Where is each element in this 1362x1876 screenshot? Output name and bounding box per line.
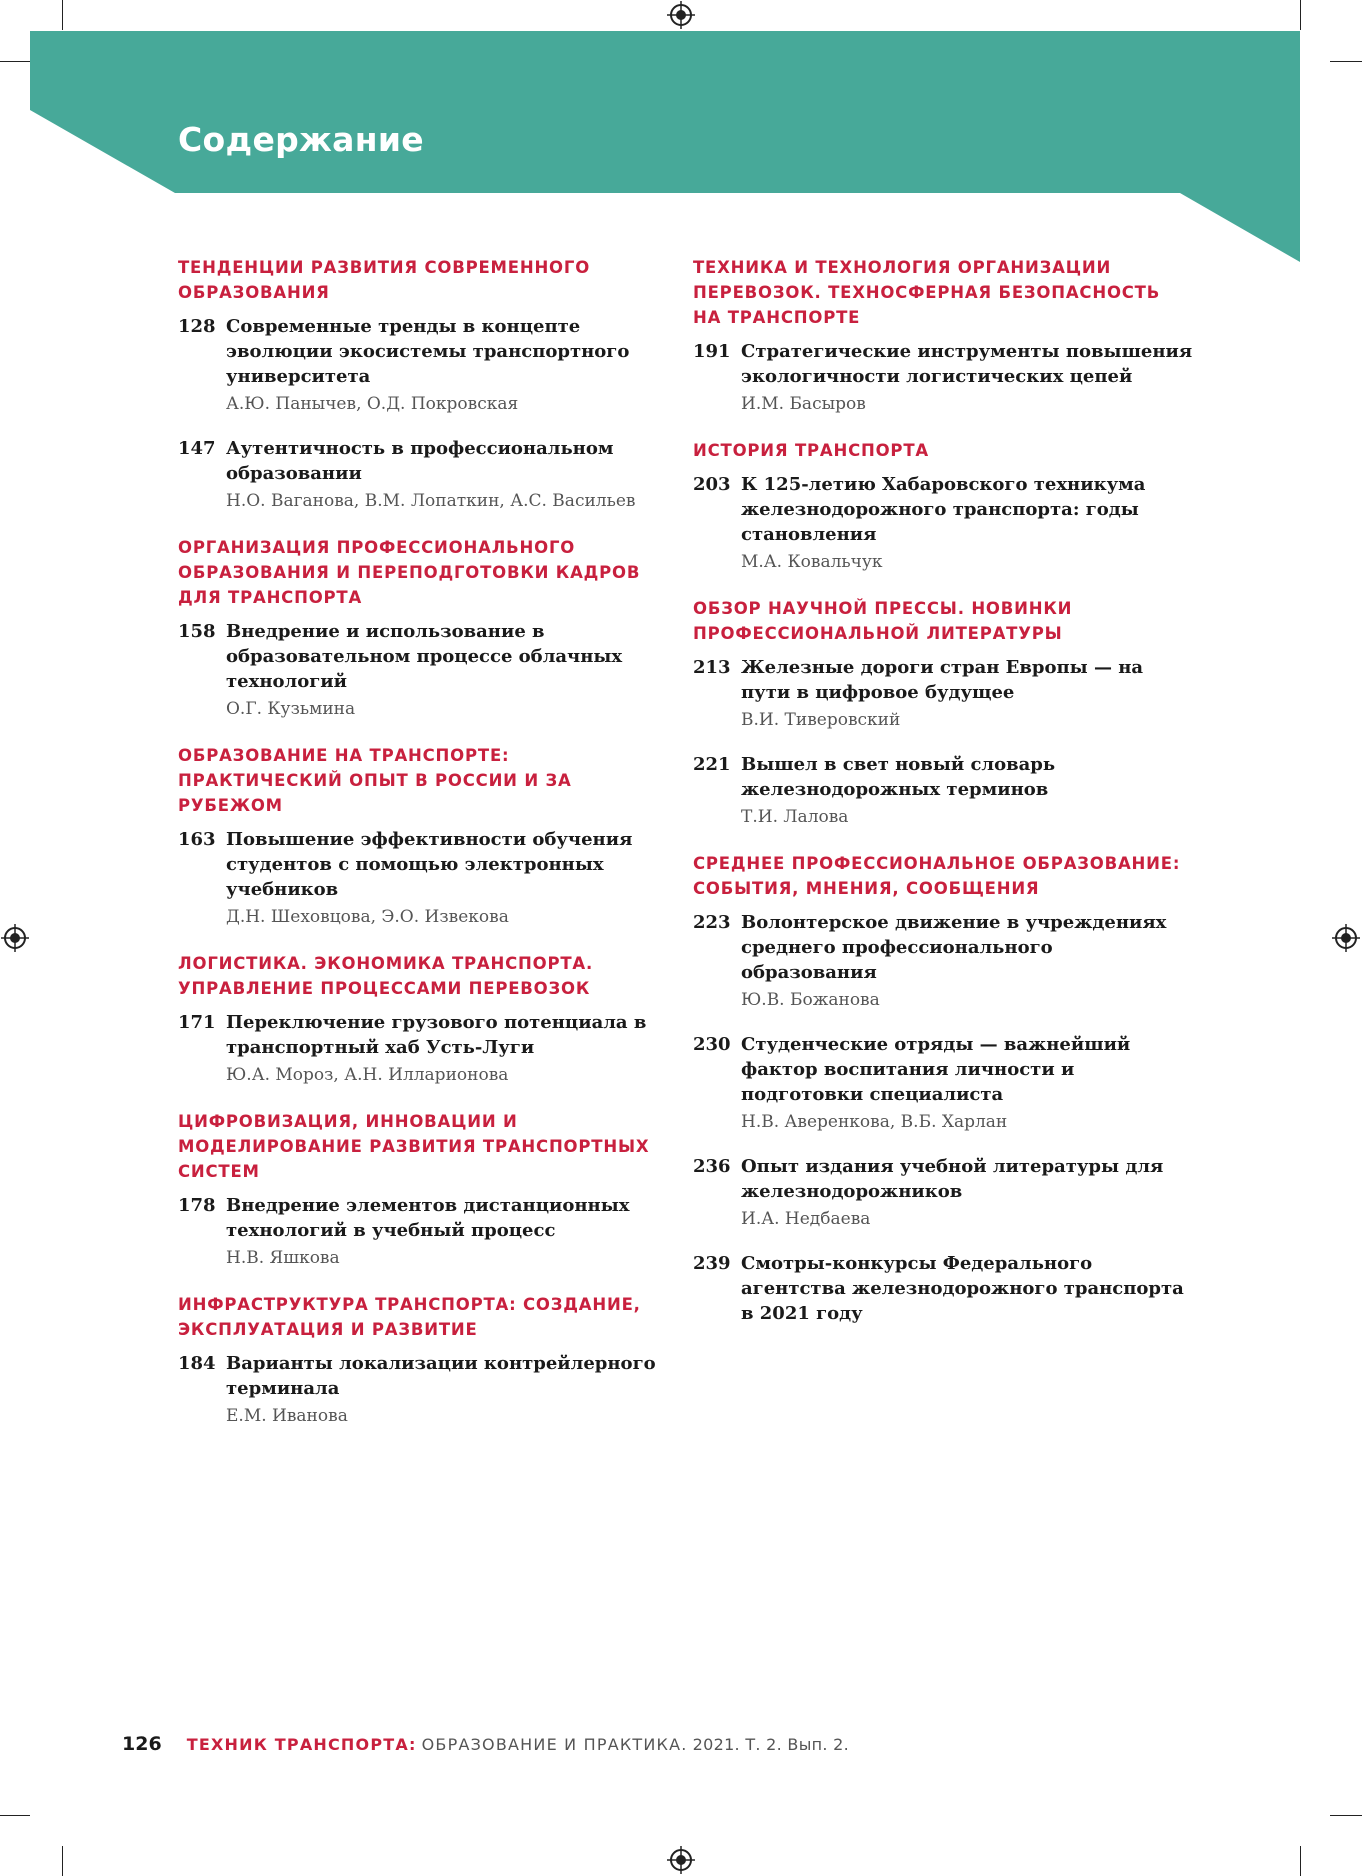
- footer-journal-name: ТЕХНИК ТРАНСПОРТА:: [186, 1735, 417, 1754]
- section-heading: ОБЗОР НАУЧНОЙ ПРЕССЫ. НОВИНКИ ПРОФЕССИОНАЛЬНОЙ ЛИТЕРАТУРЫ: [693, 599, 1073, 643]
- section-heading: ОРГАНИЗАЦИЯ ПРОФЕССИОНАЛЬНОГО ОБРАЗОВАНИЯ И ПЕРЕПОДГОТОВКИ КАДРОВ ДЛЯ ТРАНСПОРТА: [178, 538, 641, 607]
- section-heading: ЛОГИСТИКА. ЭКОНОМИКА ТРАНСПОРТА. УПРАВЛЕНИЕ ПРОЦЕССАМИ ПЕРЕВОЗОК: [178, 954, 594, 998]
- entry-title: Вышел в свет новый словарь железнодорожных терминов: [741, 754, 1056, 800]
- toc-left-column: [178, 255, 678, 1450]
- entry-authors: Е.М. Иванова: [226, 1406, 348, 1426]
- entry-title: Переключение грузового потенциала в транспортный хаб Усть-Луги: [226, 1012, 647, 1058]
- toc-right-column: [693, 255, 1193, 1348]
- entry-page-number: 171: [178, 1012, 216, 1033]
- entry-body: [741, 1251, 1193, 1326]
- entry-body: [226, 314, 678, 416]
- toc-section: [693, 596, 1193, 829]
- toc-entry[interactable]: [178, 619, 678, 721]
- section-heading: ТЕНДЕНЦИИ РАЗВИТИЯ СОВРЕМЕННОГО ОБРАЗОВАНИЯ: [178, 258, 591, 302]
- toc-entry[interactable]: [178, 1010, 678, 1087]
- page-title: Содержание: [178, 120, 424, 159]
- toc-entry[interactable]: [693, 910, 1193, 1012]
- registration-mark-icon: [1, 924, 29, 952]
- page-footer: [122, 1733, 849, 1755]
- toc-entry[interactable]: [178, 436, 678, 513]
- crop-mark: [0, 1815, 30, 1816]
- entry-page-number: 230: [693, 1034, 731, 1055]
- entry-page-number: 158: [178, 621, 216, 642]
- toc-section: [693, 438, 1193, 574]
- entry-body: [741, 339, 1193, 416]
- toc-section: [693, 851, 1193, 1326]
- footer-journal-subtitle: ОБРАЗОВАНИЕ И ПРАКТИКА.: [421, 1735, 688, 1754]
- entry-title: Аутентичность в профессиональном образовании: [226, 438, 614, 484]
- entry-authors: Н.В. Яшкова: [226, 1248, 340, 1268]
- entry-body: [741, 1154, 1193, 1231]
- entry-body: [226, 1010, 678, 1087]
- entry-authors: Ю.А. Мороз, А.Н. Илларионова: [226, 1065, 509, 1085]
- toc-entry[interactable]: [178, 827, 678, 929]
- toc-entry[interactable]: [693, 1154, 1193, 1231]
- entry-body: [741, 910, 1193, 1012]
- registration-mark-icon: [667, 1846, 695, 1874]
- toc-entry[interactable]: [693, 339, 1193, 416]
- entry-title: Современные тренды в концепте эволюции экосистемы транспортного университета: [226, 316, 630, 387]
- toc-section: [178, 535, 678, 721]
- entry-body: [226, 1351, 678, 1428]
- entry-page-number: 147: [178, 438, 216, 459]
- toc-entry[interactable]: [178, 1193, 678, 1270]
- toc-section: [693, 255, 1193, 416]
- entry-title: Повышение эффективности обучения студентов с помощью электронных учебников: [226, 829, 633, 900]
- entry-page-number: 239: [693, 1253, 731, 1274]
- entry-page-number: 221: [693, 754, 731, 775]
- entry-authors: В.И. Тиверовский: [741, 710, 901, 730]
- entry-body: [226, 619, 678, 721]
- entry-page-number: 163: [178, 829, 216, 850]
- entry-page-number: 236: [693, 1156, 731, 1177]
- toc-section: [178, 1109, 678, 1270]
- footer-page-number: 126: [122, 1733, 162, 1755]
- toc-section: [178, 1292, 678, 1428]
- entry-authors: Н.О. Ваганова, В.М. Лопаткин, А.С. Васильев: [226, 491, 636, 511]
- section-heading: ОБРАЗОВАНИЕ НА ТРАНСПОРТЕ: ПРАКТИЧЕСКИЙ ОПЫТ В РОССИИ И ЗА РУБЕЖОМ: [178, 746, 572, 815]
- entry-title: Волонтерское движение в учреждениях среднего профессионального образования: [741, 912, 1167, 983]
- toc-entry[interactable]: [178, 1351, 678, 1428]
- entry-title: Студенческие отряды — важнейший фактор воспитания личности и подготовки специалиста: [741, 1034, 1131, 1105]
- entry-title: Внедрение элементов дистанционных технологий в учебный процесс: [226, 1195, 630, 1241]
- section-heading: ЦИФРОВИЗАЦИЯ, ИННОВАЦИИ И МОДЕЛИРОВАНИЕ РАЗВИТИЯ ТРАНСПОРТНЫХ СИСТЕМ: [178, 1112, 650, 1181]
- toc-section: [178, 255, 678, 513]
- entry-title: Стратегические инструменты повышения экологичности логистических цепей: [741, 341, 1193, 387]
- toc-entry[interactable]: [693, 655, 1193, 732]
- section-heading: ТЕХНИКА И ТЕХНОЛОГИЯ ОРГАНИЗАЦИИ ПЕРЕВОЗОК. ТЕХНОСФЕРНАЯ БЕЗОПАСНОСТЬ НА ТРАНСПОРТЕ: [693, 258, 1161, 327]
- entry-page-number: 213: [693, 657, 731, 678]
- entry-authors: И.А. Недбаева: [741, 1209, 871, 1229]
- entry-authors: Н.В. Аверенкова, В.Б. Харлан: [741, 1112, 1008, 1132]
- footer-issue: 2021. Т. 2. Вып. 2.: [692, 1735, 850, 1754]
- toc-entry[interactable]: [693, 1251, 1193, 1326]
- entry-page-number: 191: [693, 341, 731, 362]
- entry-title: Железные дороги стран Европы — на пути в цифровое будущее: [741, 657, 1144, 703]
- entry-authors: Т.И. Лалова: [741, 807, 849, 827]
- section-heading: ИНФРАСТРУКТУРА ТРАНСПОРТА: СОЗДАНИЕ, ЭКСПЛУАТАЦИЯ И РАЗВИТИЕ: [178, 1295, 641, 1339]
- entry-authors: И.М. Басыров: [741, 394, 866, 414]
- entry-body: [226, 827, 678, 929]
- entry-authors: Д.Н. Шеховцова, Э.О. Извекова: [226, 907, 509, 927]
- entry-authors: М.А. Ковальчук: [741, 552, 883, 572]
- entry-authors: Ю.В. Божанова: [741, 990, 880, 1010]
- toc-section: [178, 951, 678, 1087]
- registration-mark-icon: [1332, 924, 1360, 952]
- entry-authors: А.Ю. Панычев, О.Д. Покровская: [226, 394, 519, 414]
- entry-page-number: 178: [178, 1195, 216, 1216]
- entry-title: Варианты локализации контрейлерного терминала: [226, 1353, 656, 1399]
- entry-body: [226, 436, 678, 513]
- entry-authors: О.Г. Кузьмина: [226, 699, 356, 719]
- entry-page-number: 203: [693, 474, 731, 495]
- toc-section: [178, 743, 678, 929]
- crop-mark: [62, 1846, 63, 1876]
- entry-body: [226, 1193, 678, 1270]
- entry-body: [741, 752, 1193, 829]
- toc-entry[interactable]: [693, 1032, 1193, 1134]
- crop-mark: [1330, 1815, 1362, 1816]
- entry-title: Внедрение и использование в образовательном процессе облачных технологий: [226, 621, 623, 692]
- crop-mark: [1300, 1846, 1301, 1876]
- entry-page-number: 223: [693, 912, 731, 933]
- toc-entry[interactable]: [178, 314, 678, 416]
- entry-title: К 125-летию Хабаровского техникума железнодорожного транспорта: годы становления: [741, 474, 1146, 545]
- section-heading: СРЕДНЕЕ ПРОФЕССИОНАЛЬНОЕ ОБРАЗОВАНИЕ: СОБЫТИЯ, МНЕНИЯ, СООБЩЕНИЯ: [693, 854, 1181, 898]
- toc-entry[interactable]: [693, 472, 1193, 574]
- entry-body: [741, 472, 1193, 574]
- entry-body: [741, 655, 1193, 732]
- section-heading: ИСТОРИЯ ТРАНСПОРТА: [693, 441, 929, 460]
- entry-body: [741, 1032, 1193, 1134]
- toc-entry[interactable]: [693, 752, 1193, 829]
- entry-title: Смотры-конкурсы Федерального агентства железнодорожного транспорта в 2021 году: [741, 1253, 1184, 1324]
- entry-page-number: 128: [178, 316, 216, 337]
- entry-title: Опыт издания учебной литературы для железнодорожников: [741, 1156, 1164, 1202]
- entry-page-number: 184: [178, 1353, 216, 1374]
